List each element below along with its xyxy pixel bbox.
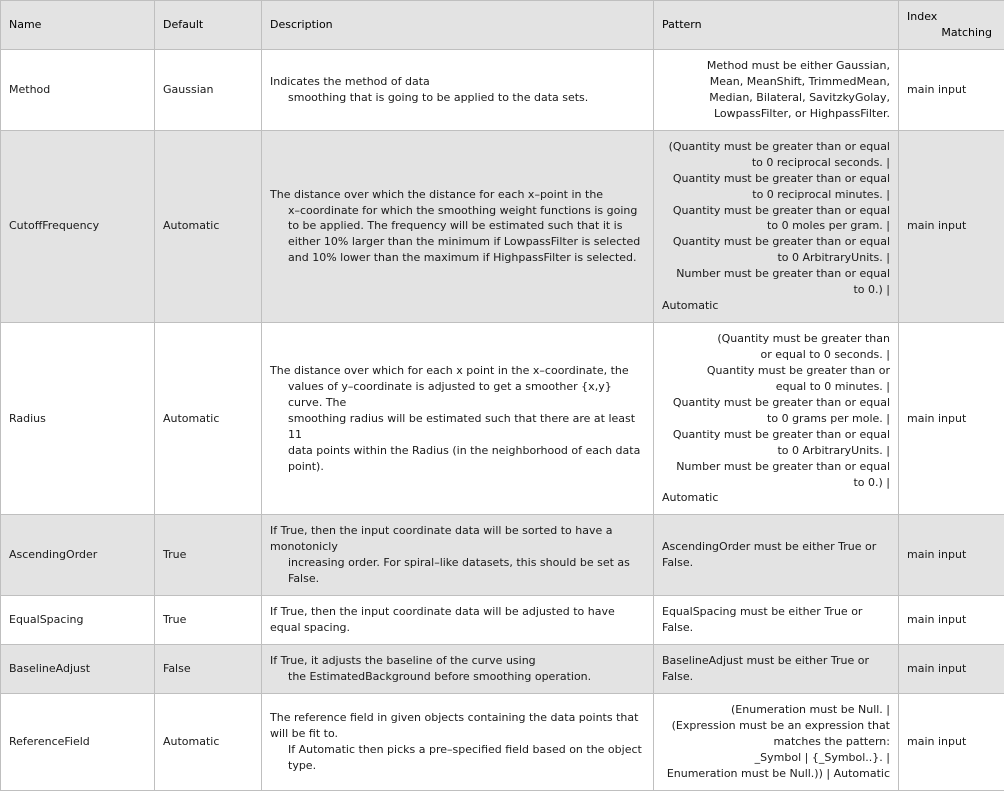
description-line: If True, then the input coordinate data will be adjusted to have equal spacing.: [270, 604, 645, 636]
pattern-line: Quantity must be greater than or equal: [662, 171, 890, 187]
pattern-line: (Enumeration must be Null. |: [662, 702, 890, 718]
pattern-line: matches the pattern:: [662, 734, 890, 750]
pattern-line: to 0 grams per mole. |: [662, 411, 890, 427]
table-body: [1, 50, 1004, 791]
cell-index-matching: main input: [899, 645, 1004, 694]
cell-description: [262, 50, 654, 131]
description-line: data points within the Radius (in the neighborhood of each data point).: [270, 443, 645, 475]
cell-pattern: [654, 596, 899, 645]
cell-name: Method: [1, 50, 155, 131]
cell-name: ReferenceField: [1, 693, 155, 790]
cell-pattern: [654, 50, 899, 131]
pattern-line: Automatic: [662, 490, 890, 506]
cell-name: EqualSpacing: [1, 596, 155, 645]
description-line: to be applied. The frequency will be estimated such that it is: [270, 218, 645, 234]
pattern-line: LowpassFilter, or HighpassFilter.: [662, 106, 890, 122]
column-header-default: Default: [155, 1, 262, 50]
cell-default: Automatic: [155, 323, 262, 515]
pattern-line: (Quantity must be greater than or equal: [662, 139, 890, 155]
pattern-line: Quantity must be greater than or equal: [662, 427, 890, 443]
description-line: values of y–coordinate is adjusted to get a smoother {x,y} curve. The: [270, 379, 645, 411]
cell-index-matching: main input: [899, 693, 1004, 790]
pattern-line: Quantity must be greater than or equal: [662, 395, 890, 411]
pattern-line: to 0 reciprocal minutes. |: [662, 187, 890, 203]
pattern-line: Automatic: [662, 298, 890, 314]
cell-pattern: [654, 693, 899, 790]
pattern-line: EqualSpacing must be either True or False.: [662, 604, 890, 636]
cell-index-matching: main input: [899, 50, 1004, 131]
column-header-description: Description: [262, 1, 654, 50]
pattern-line: Mean, MeanShift, TrimmedMean,: [662, 74, 890, 90]
description-line: and 10% lower than the maximum if HighpassFilter is selected.: [270, 250, 645, 266]
cell-index-matching: main input: [899, 596, 1004, 645]
table-row: [1, 130, 1004, 322]
cell-default: Automatic: [155, 130, 262, 322]
description-line: the EstimatedBackground before smoothing operation.: [270, 669, 645, 685]
cell-index-matching: main input: [899, 323, 1004, 515]
description-line: If Automatic then picks a pre–specified field based on the object type.: [270, 742, 645, 774]
column-header-pattern: Pattern: [654, 1, 899, 50]
table-row: [1, 50, 1004, 131]
pattern-line: (Quantity must be greater than: [662, 331, 890, 347]
description-line: either 10% larger than the minimum if LowpassFilter is selected: [270, 234, 645, 250]
pattern-line: Number must be greater than or equal to 0.) |: [662, 459, 890, 491]
cell-description: [262, 596, 654, 645]
column-header-name: Name: [1, 1, 155, 50]
cell-description: [262, 130, 654, 322]
table-row: [1, 596, 1004, 645]
cell-default: True: [155, 515, 262, 596]
description-line: If True, it adjusts the baseline of the curve using: [270, 653, 645, 669]
pattern-line: _Symbol | {_Symbol..}. |: [662, 750, 890, 766]
description-line: x–coordinate for which the smoothing weight functions is going: [270, 203, 645, 219]
description-line: smoothing that is going to be applied to the data sets.: [270, 90, 645, 106]
cell-description: [262, 323, 654, 515]
cell-description: [262, 645, 654, 694]
description-line: The distance over which for each x point in the x–coordinate, the: [270, 363, 645, 379]
cell-default: True: [155, 596, 262, 645]
pattern-line: AscendingOrder must be either True or False.: [662, 539, 890, 571]
cell-description: [262, 515, 654, 596]
pattern-line: BaselineAdjust must be either True or False.: [662, 653, 890, 685]
description-line: Indicates the method of data: [270, 74, 645, 90]
description-line: smoothing radius will be estimated such that there are at least 11: [270, 411, 645, 443]
cell-description: [262, 693, 654, 790]
pattern-line: Quantity must be greater than or equal: [662, 234, 890, 250]
cell-index-matching: main input: [899, 515, 1004, 596]
pattern-line: to 0 reciprocal seconds. |: [662, 155, 890, 171]
cell-name: CutoffFrequency: [1, 130, 155, 322]
pattern-line: (Expression must be an expression that: [662, 718, 890, 734]
cell-name: BaselineAdjust: [1, 645, 155, 694]
pattern-line: Method must be either Gaussian,: [662, 58, 890, 74]
pattern-line: to 0 moles per gram. |: [662, 218, 890, 234]
description-line: If True, then the input coordinate data will be sorted to have a monotonicly: [270, 523, 645, 555]
pattern-line: Enumeration must be Null.)) | Automatic: [662, 766, 890, 782]
table-row: [1, 645, 1004, 694]
table-header: [1, 1, 1004, 50]
table-row: [1, 515, 1004, 596]
pattern-line: Quantity must be greater than or equal: [662, 203, 890, 219]
cell-pattern: [654, 130, 899, 322]
table-row: [1, 323, 1004, 515]
table-header-row: [1, 1, 1004, 50]
cell-index-matching: main input: [899, 130, 1004, 322]
cell-pattern: [654, 645, 899, 694]
pattern-line: Quantity must be greater than or: [662, 363, 890, 379]
pattern-line: or equal to 0 seconds. |: [662, 347, 890, 363]
pattern-line: to 0 ArbitraryUnits. |: [662, 443, 890, 459]
pattern-line: equal to 0 minutes. |: [662, 379, 890, 395]
cell-pattern: [654, 323, 899, 515]
pattern-line: to 0 ArbitraryUnits. |: [662, 250, 890, 266]
column-header-index-line2: Matching: [907, 25, 996, 41]
cell-default: False: [155, 645, 262, 694]
pattern-line: Median, Bilateral, SavitzkyGolay,: [662, 90, 890, 106]
table-row: [1, 693, 1004, 790]
cell-default: Automatic: [155, 693, 262, 790]
description-line: increasing order. For spiral–like datasets, this should be set as False.: [270, 555, 645, 587]
column-header-index-matching: [899, 1, 1004, 50]
pattern-line: Number must be greater than or equal to 0.) |: [662, 266, 890, 298]
cell-pattern: [654, 515, 899, 596]
cell-default: Gaussian: [155, 50, 262, 131]
description-line: The distance over which the distance for each x–point in the: [270, 187, 645, 203]
cell-name: AscendingOrder: [1, 515, 155, 596]
cell-name: Radius: [1, 323, 155, 515]
column-header-index-line1: Index: [907, 9, 996, 25]
description-line: The reference field in given objects containing the data points that will be fit to.: [270, 710, 645, 742]
